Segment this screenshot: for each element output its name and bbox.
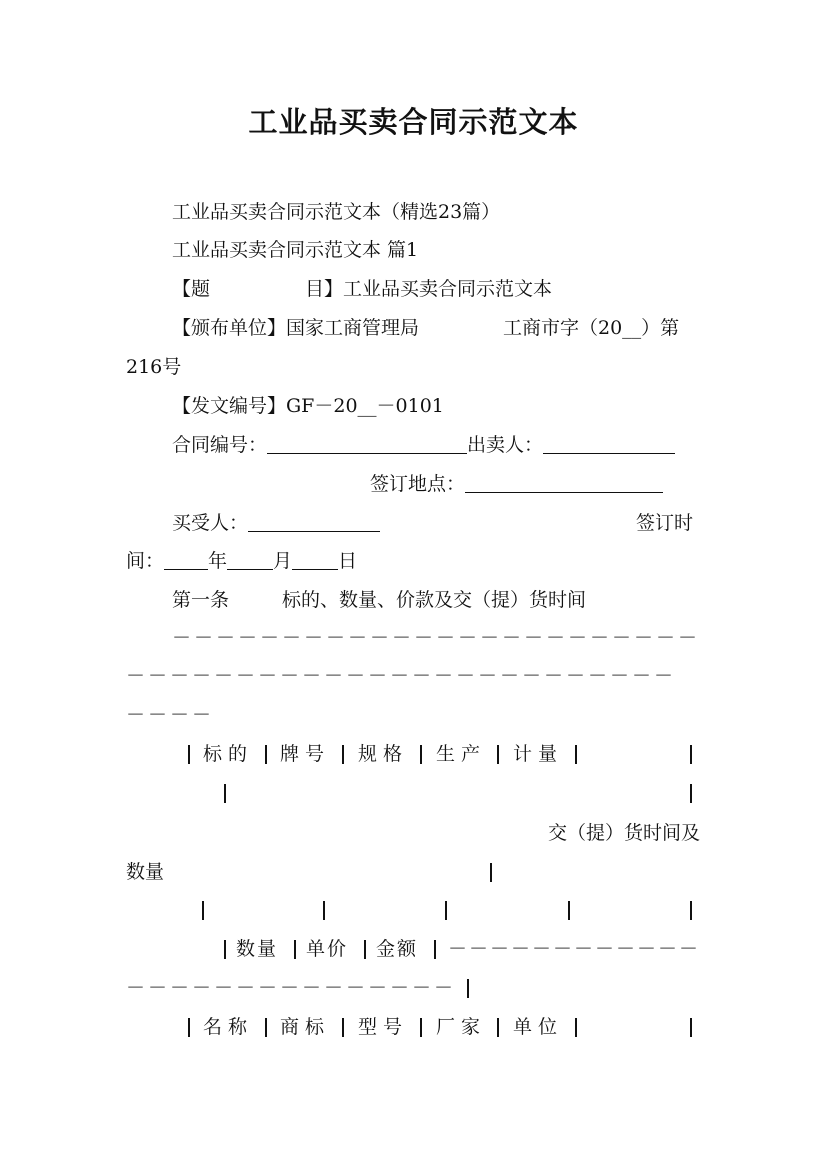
header-cell: 牌号 [280, 743, 331, 765]
table-border [568, 901, 570, 920]
table-border [202, 901, 204, 920]
sign-time-label: 签订时 [636, 512, 694, 534]
table-border [265, 1018, 267, 1037]
day-field[interactable] [292, 549, 338, 570]
buyer-label: 买受人： [172, 512, 249, 534]
issuer-ref: 工商市字（20__）第 [503, 317, 680, 339]
contract-no-row [172, 433, 675, 457]
table-border [188, 745, 190, 764]
doc-number: 【发文编号】GF－20__－0101 [172, 395, 444, 417]
dash-line-4: －－－－－－－－－－－－ [448, 938, 701, 960]
table-border [420, 1018, 422, 1037]
buyer-field[interactable] [248, 511, 380, 532]
table-border [294, 940, 296, 959]
sign-place-row [370, 472, 663, 496]
year-label: 年 [208, 550, 228, 572]
article-1-number: 第一条 [172, 589, 230, 611]
page-title: 工业品买卖合同示范文本 [248, 105, 579, 139]
table-border [224, 940, 226, 959]
delivery-header-tail: 数量 [126, 861, 165, 883]
table-header-1 [436, 742, 486, 766]
header-cell: 型号 [358, 1016, 409, 1038]
table-header-2 [376, 937, 418, 961]
sign-time-row [126, 549, 357, 573]
header-cell: 规格 [358, 743, 409, 765]
contract-no-field[interactable] [267, 433, 467, 454]
header-cell: 数量 [236, 938, 279, 960]
table-header-3 [203, 1015, 253, 1039]
sign-time-tail: 间： [126, 550, 165, 572]
header-cell: 单价 [306, 938, 349, 960]
table-header-3 [436, 1015, 486, 1039]
table-border [690, 901, 692, 920]
year-field[interactable] [164, 549, 208, 570]
header-cell: 金额 [376, 938, 419, 960]
table-header-1 [358, 742, 408, 766]
header-cell: 标的 [203, 743, 254, 765]
table-border [342, 1018, 344, 1037]
topic-label: 【题 [172, 278, 211, 300]
contract-no-label: 合同编号： [172, 434, 268, 456]
table-header-1 [203, 742, 253, 766]
seller-label: 出卖人： [467, 434, 544, 456]
table-border [497, 1018, 499, 1037]
table-border [188, 1018, 190, 1037]
sign-place-label: 签订地点： [370, 473, 466, 495]
table-border [323, 901, 325, 920]
table-border [690, 745, 692, 764]
buyer-row [172, 511, 380, 535]
header-cell: 单位 [513, 1016, 564, 1038]
header-cell: 商标 [280, 1016, 331, 1038]
table-border [575, 745, 577, 764]
header-cell: 名称 [203, 1016, 254, 1038]
table-border [467, 979, 469, 998]
table-border [690, 784, 692, 803]
issuer-ref-tail: 216号 [126, 356, 182, 378]
table-border [434, 940, 436, 959]
chapter-heading: 工业品买卖合同示范文本 篇1 [172, 239, 419, 261]
sign-place-field[interactable] [465, 472, 663, 493]
day-label: 日 [338, 550, 358, 572]
table-border [445, 901, 447, 920]
table-border [420, 745, 422, 764]
table-header-1 [513, 742, 563, 766]
delivery-header: 交（提）货时间及 [547, 822, 700, 844]
seller-field[interactable] [543, 433, 675, 454]
article-1-title: 标的、数量、价款及交（提）货时间 [282, 589, 587, 611]
table-border [690, 1018, 692, 1037]
dash-line-3: －－－－ [126, 704, 215, 726]
subtitle: 工业品买卖合同示范文本（精选23篇） [172, 201, 501, 223]
dash-line-1: －－－－－－－－－－－－－－－－－－－－－－－－ [172, 627, 700, 649]
table-border [265, 745, 267, 764]
table-border [497, 745, 499, 764]
table-border [490, 863, 492, 882]
issuer: 【颁布单位】国家工商管理局 [172, 317, 420, 339]
table-header-3 [513, 1015, 563, 1039]
month-label: 月 [273, 550, 293, 572]
table-header-1 [280, 742, 330, 766]
header-cell: 计量 [513, 743, 564, 765]
table-header-3 [358, 1015, 408, 1039]
table-border [364, 940, 366, 959]
month-field[interactable] [227, 549, 273, 570]
table-header-3 [280, 1015, 330, 1039]
header-cell: 生产 [436, 743, 487, 765]
table-border [342, 745, 344, 764]
topic-value: 目】工业品买卖合同示范文本 [305, 278, 553, 300]
table-border [575, 1018, 577, 1037]
table-header-2 [306, 937, 348, 961]
table-border [224, 784, 226, 803]
header-cell: 厂家 [436, 1016, 487, 1038]
dash-line-5: －－－－－－－－－－－－－－－ [126, 977, 457, 999]
table-header-2 [236, 937, 278, 961]
dash-line-2: －－－－－－－－－－－－－－－－－－－－－－－－－ [126, 665, 677, 687]
